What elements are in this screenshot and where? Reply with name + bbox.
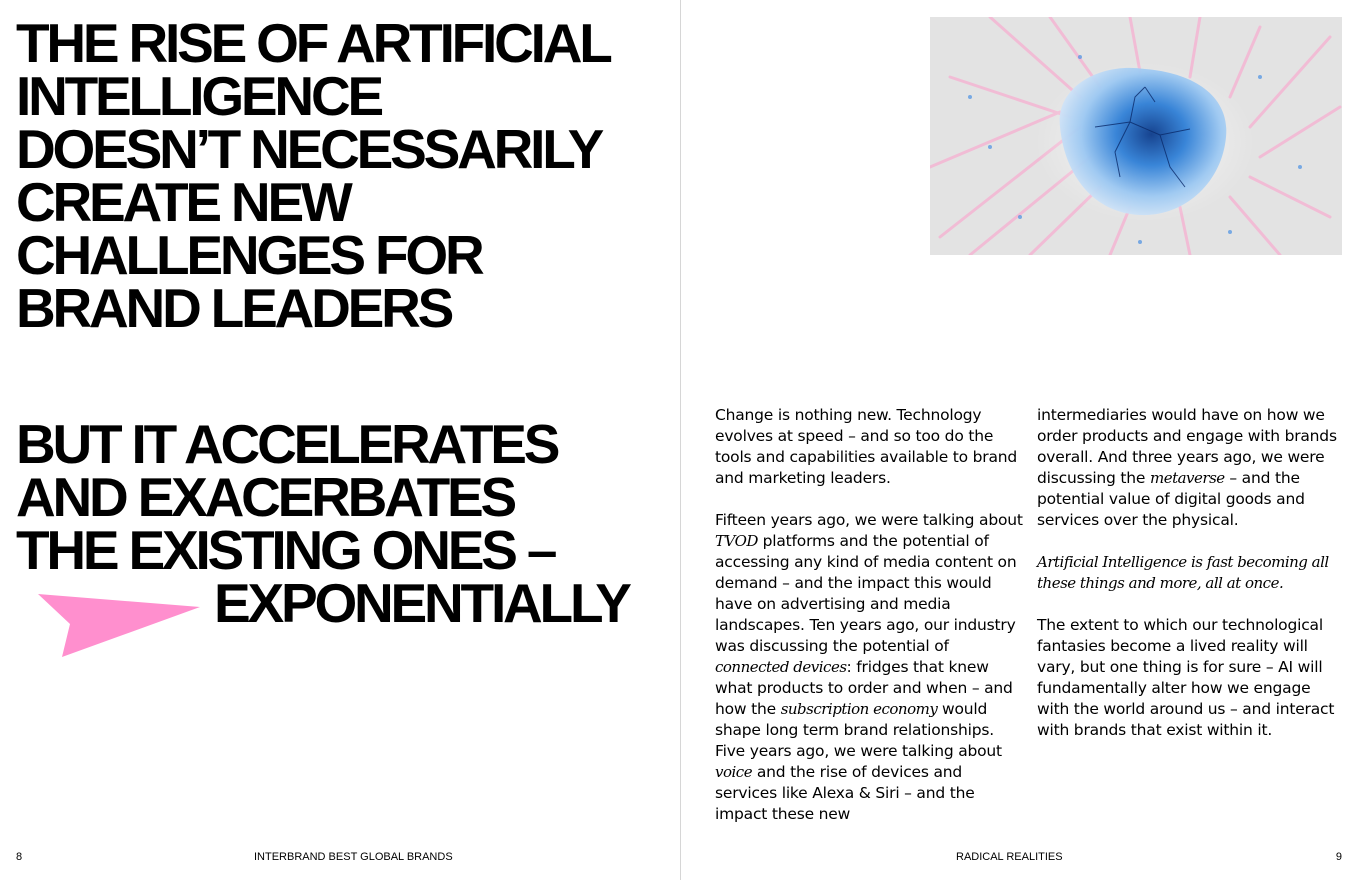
footer-section-title: RADICAL REALITIES bbox=[956, 851, 1063, 863]
article-paragraph bbox=[1037, 405, 1342, 531]
pink-arrow-icon bbox=[38, 590, 202, 658]
article-text: : fridges that knew what products to order and when – and how the bbox=[715, 658, 1013, 718]
article-italic-term: metaverse bbox=[1149, 469, 1225, 487]
article-paragraph: The extent to which our technological fantasies become a lived reality will vary, but one thing is for sure – AI will fundamentally alter how we engage with the world around us – and interact with brands that exist within it. bbox=[1037, 616, 1335, 739]
headline-line: CHALLENGES FOR bbox=[16, 224, 482, 286]
footer-page-number-right: 9 bbox=[1335, 851, 1342, 863]
article-pull-quote: Artificial Intelligence is fast becoming all these things and more, all at once. bbox=[1037, 553, 1329, 592]
headline-line: BRAND LEADERS bbox=[16, 277, 452, 339]
article-text: Fifteen years ago, we were talking about bbox=[715, 511, 1023, 529]
headline-primary bbox=[16, 12, 610, 339]
headline-line: THE EXISTING ONES – bbox=[16, 519, 555, 581]
headline-line: AND EXACERBATES bbox=[16, 466, 514, 528]
article-italic-term: voice bbox=[715, 763, 753, 781]
headline-line: DOESN’T NECESSARILY bbox=[16, 118, 602, 180]
hero-image bbox=[930, 17, 1342, 255]
pink-arrow-shape bbox=[38, 594, 200, 657]
article-text: platforms and the potential of accessing any kind of media content on demand – and the impact this would have on advertising and media landscapes. Ten years ago, our industry was discussing the potential of bbox=[715, 532, 1017, 655]
article-paragraph: Change is nothing new. Technology evolves at speed – and so too do the tools and capabilities available to brand and marketing leaders. bbox=[715, 406, 1018, 487]
article-column-1 bbox=[715, 405, 1025, 846]
footer-publication-title: INTERBRAND BEST GLOBAL BRANDS bbox=[254, 851, 453, 863]
article-italic-term: subscription economy bbox=[780, 700, 938, 718]
footer-page-number-left: 8 bbox=[16, 851, 23, 863]
headline-line: EXPONENTIALLY bbox=[214, 572, 629, 634]
right-page bbox=[681, 0, 1360, 880]
headline-line: THE RISE OF ARTIFICIAL bbox=[16, 12, 610, 74]
article-column-2 bbox=[1037, 405, 1342, 762]
headline-line: BUT IT ACCELERATES bbox=[16, 413, 558, 475]
headline-line: INTELLIGENCE bbox=[16, 65, 381, 127]
article-paragraph bbox=[715, 510, 1025, 825]
article-text: intermediaries would have on how we order products and engage with brands overall. And three years ago, we were discussing the bbox=[1037, 406, 1337, 487]
article-text: and the rise of devices and services like Alexa & Siri – and the impact these new bbox=[715, 763, 975, 823]
article-italic-term: TVOD bbox=[715, 532, 758, 550]
article-italic-term: connected devices bbox=[715, 658, 847, 676]
ai-brain-illustration-icon bbox=[930, 17, 1342, 255]
article-text: would shape long term brand relationships. Five years ago, we were talking about bbox=[715, 700, 1002, 760]
headline-line: CREATE NEW bbox=[16, 171, 350, 233]
article-text: – and the potential value of digital goods and services over the physical. bbox=[1037, 469, 1305, 529]
